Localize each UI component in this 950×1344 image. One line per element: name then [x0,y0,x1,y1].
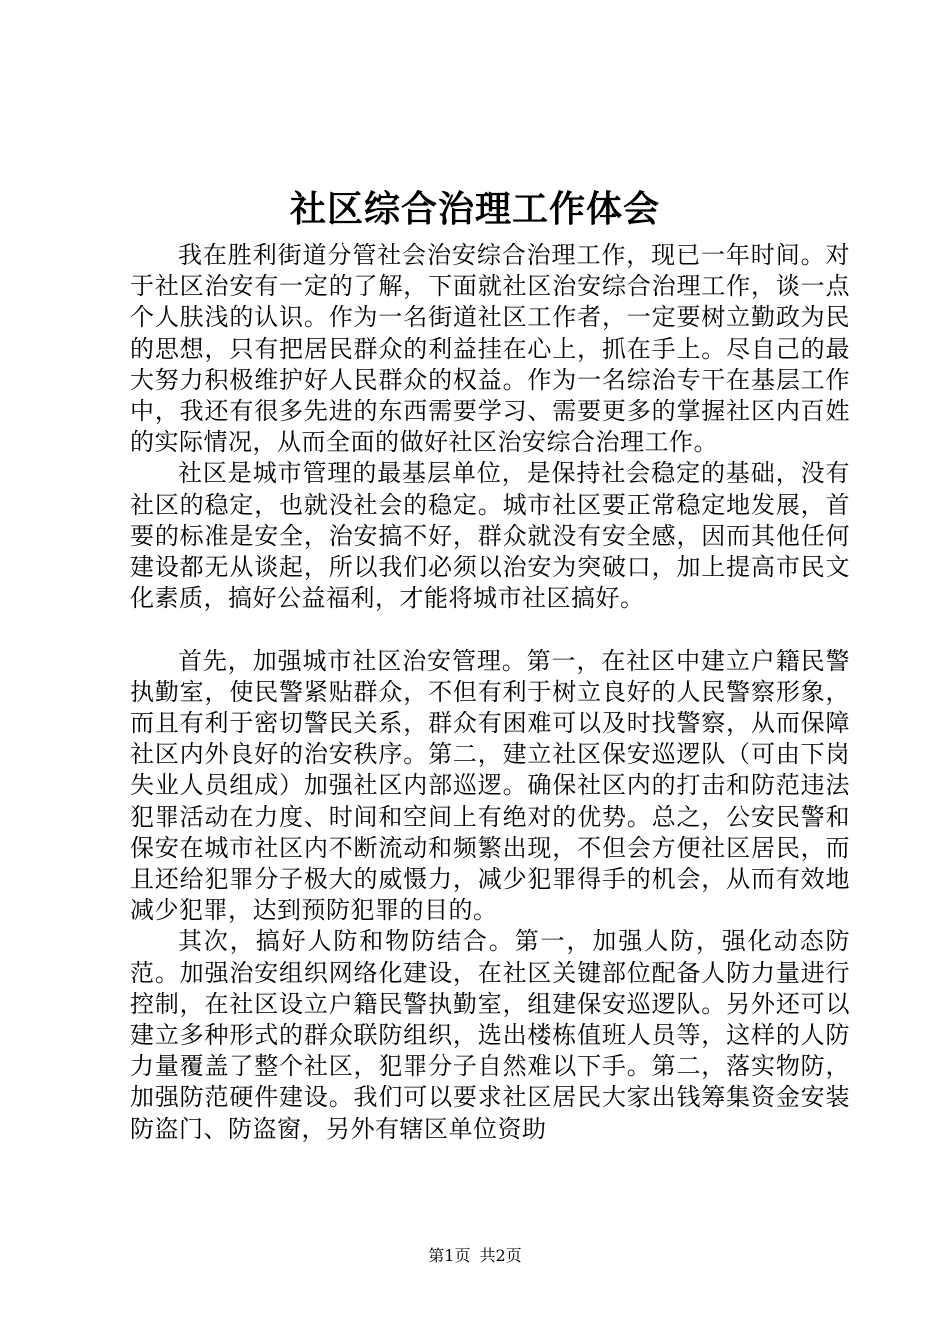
paragraph: 社区是城市管理的最基层单位，是保持社会稳定的基础，没有社区的稳定，也就没社会的稳定。城市社区要正常稳定地发展，首要的标准是安全，治安搞不好，群众就没有安全感，因而其他任何建设都无从谈起，所以我们必须以治安为突破口，加上提高市民文化素质，搞好公益福利，才能将城市社区搞好。 [130,459,850,613]
paragraph: 其次，搞好人防和物防结合。第一，加强人防，强化动态防范。加强治安组织网络化建设，在社区关键部位配备人防力量进行控制，在社区设立户籍民警执勤室，组建保安巡逻队。另外还可以建立多种形式的群众联防组织，选出楼栋值班人员等，这样的人防力量覆盖了整个社区，犯罪分子自然难以下手。第二，落实物防，加强防范硬件建设。我们可以要求社区居民大家出钱筹集资金安装防盗门、防盗窗，另外有辖区单位资助 [130,927,850,1143]
blank-line [130,614,850,645]
page-footer [0,1246,950,1266]
paragraph: 我在胜利街道分管社会治安综合治理工作，现已一年时间。对于社区治安有一定的了解，下面就社区治安综合治理工作，谈一点个人肤浅的认识。作为一名街道社区工作者，一定要树立勤政为民的思想，只有把居民群众的利益挂在心上，抓在手上。尽自己的最大努力积极维护好人民群众的权益。作为一名综治专干在基层工作中，我还有很多先进的东西需要学习、需要更多的掌握社区内百姓的实际情况，从而全面的做好社区治安综合治理工作。 [130,241,850,457]
document-body [130,240,850,1145]
page-total: 共2页 [479,1246,522,1265]
page-number: 第1页 [428,1246,471,1265]
document-title: 社区综合治理工作体会 [289,188,660,230]
paragraph: 首先，加强城市社区治安管理。第一，在社区中建立户籍民警执勤室，使民警紧贴群众，不但有利于树立良好的人民警察形象，而且有利于密切警民关系，群众有困难可以及时找警察，从而保障社区内外良好的治安秩序。第二，建立社区保安巡逻队（可由下岗失业人员组成）加强社区内部巡逻。确保社区内的打击和防范违法犯罪活动在力度、时间和空间上有绝对的优势。总之，公安民警和保安在城市社区内不断流动和频繁出现，不但会方便社区居民，而且还给犯罪分子极大的威慑力，减少犯罪得手的机会，从而有效地减少犯罪，达到预防犯罪的目的。 [130,646,850,925]
